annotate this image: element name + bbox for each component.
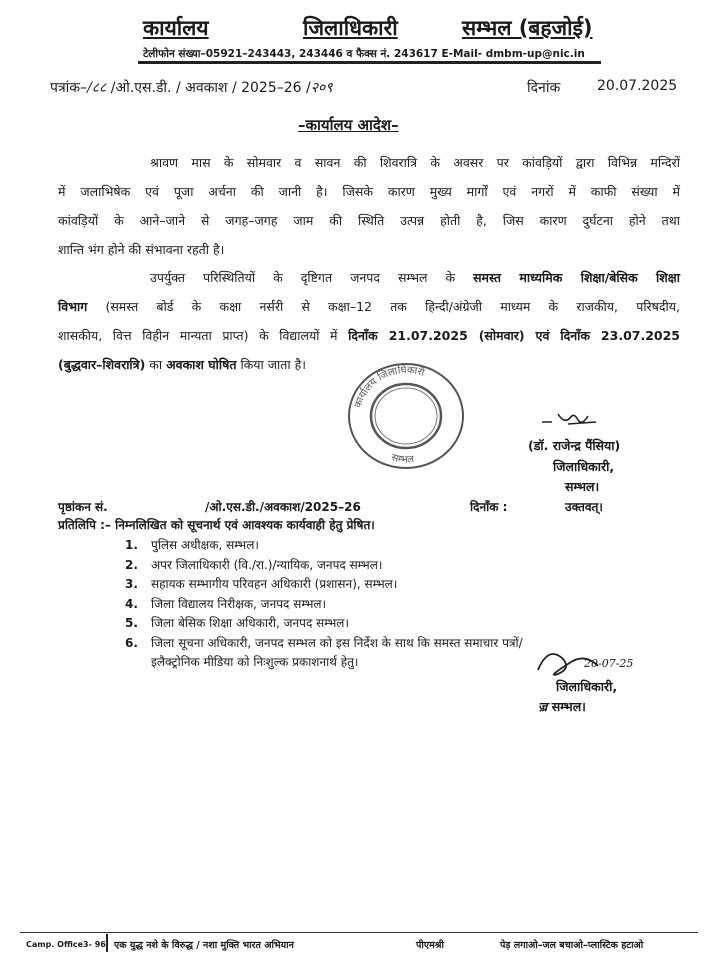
- copy-to-line: प्रतिलिपि :– निम्नलिखित को सूचनार्थ एवं आवश्यक कार्यवाही हेतु प्रेषित।: [58, 518, 375, 532]
- paragraph-2-line: [58, 321, 680, 350]
- paragraph-2-line: [58, 263, 680, 292]
- paragraph-2-text: किया जाता है।: [236, 357, 306, 372]
- signature-mark-icon: [538, 408, 608, 430]
- paragraph-2-text: (समस्त बोर्ड के कक्षा नर्सरी से कक्षा–12 तक हिन्दी/अंग्रेजी माध्यम के राजकीय, परिषदीय,: [87, 299, 680, 314]
- letter-prefix: पत्रांक–: [50, 80, 88, 96]
- list-item: इलैक्ट्रोनिक मीडिया को निःशुल्क प्रकाशनार्थ हेतु।: [151, 655, 359, 669]
- paragraph-2-text: उपर्युक्त परिस्थितियों के दृष्टिगत जनपद सम्भल के: [150, 270, 474, 285]
- letter-hand-number: /८८: [87, 80, 107, 96]
- paragraph-1-line: में जलाभिषेक एवं पूजा अर्चना की जानी है। जिसके कारण मुख्य मार्गों एवं नगरों में काफी संख्या में: [58, 184, 680, 199]
- signatory-district: सम्भल।: [565, 479, 600, 494]
- endorsement-date-label: दिनाँक :: [470, 500, 508, 514]
- office-stamp-icon: [341, 358, 471, 476]
- paragraph-2-bold: विभाग: [58, 299, 88, 314]
- footer-campaign: एक युद्ध नशे के विरुद्ध / नशा मुक्ति भारत अभियान: [114, 940, 294, 951]
- paragraph-1-line: श्रावण मास के सोमवार व सावन की शिवरात्रि के अवसर पर कांवड़ियों द्वारा विभिन्न मन्दिरों: [150, 155, 680, 170]
- list-item: 5. जिला बेसिक शिक्षा अधिकारी, जनपद सम्भल।: [125, 616, 349, 630]
- header-contact: टेलीफोन संख्या–05921–243443, 243446 व फैक्स नं. 243617 E-Mail- dmbm-up@nic.in: [143, 48, 585, 60]
- paragraph-2-text: शासकीय, वित्त विहीन मान्यता प्राप्त) के विद्यालयों में: [58, 328, 349, 343]
- paragraph-2-line: [58, 292, 680, 321]
- letter-date-label: दिनांक: [527, 80, 561, 96]
- second-district-hand: ज़्र: [538, 699, 548, 714]
- paragraph-1-line: शान्ति भंग होने की संभावना रहती है।: [58, 242, 225, 257]
- endorsement-label: पृष्ठांकन सं.: [58, 500, 108, 514]
- order-title: –कार्यालय आदेश–: [298, 116, 399, 134]
- paragraph-2-bold: समस्त माध्यमिक शिक्षा/बेसिक शिक्षा: [473, 270, 680, 285]
- list-item: 6. जिला सूचना अधिकारी, जनपद सम्भल को इस निर्देश के साथ कि समस्त समाचार पत्रों/: [125, 635, 523, 650]
- paragraph-1: [58, 148, 680, 264]
- endorsement-date: उक्तवत्।: [565, 500, 603, 514]
- signatory-designation: जिलाधिकारी,: [553, 459, 615, 474]
- paragraph-2-bold: दिनाँक 21.07.2025 (सोमवार) एवं दिनाँक 23.07.2025: [348, 328, 681, 343]
- header-rule: [138, 61, 601, 64]
- footer-divider: [106, 934, 108, 952]
- letter-number: [50, 78, 333, 97]
- header-office: कार्यालय: [143, 16, 209, 40]
- letter-hand-suffix: २०९: [310, 80, 333, 96]
- svg-text:सम्भल: [390, 452, 415, 466]
- second-district: [538, 698, 586, 715]
- paragraph-2-bold: (बुद्धवार–शिवरात्रि): [58, 357, 146, 372]
- list-item: 2. अपर जिलाधिकारी (वि./रा.)/न्यायिक, जनपद सम्भल।: [125, 557, 383, 572]
- paragraph-1-line: कांवड़ियों के आने–जाने से जगह–जगह जाम की स्थिति उत्पन्न होती है, जिस कारण दुर्घटना होने तथा: [58, 213, 680, 228]
- letter-date: 20.07.2025: [597, 78, 678, 94]
- recipient-list: [125, 536, 523, 673]
- second-district-text: सम्भल।: [551, 699, 586, 714]
- paragraph-2-bold: अवकाश घोषित: [166, 357, 237, 372]
- endorsement-path: /ओ.एस.डी./अवकाश/2025–26: [205, 500, 361, 514]
- second-signature-date: 20-07-25: [584, 657, 634, 670]
- header-collector: जिलाधिकारी: [303, 16, 398, 40]
- letter-path: /ओ.एस.डी. / अवकाश / 2025–26 /: [106, 80, 311, 96]
- signatory-name: (डॉ. राजेन्द्र पैंसिया): [528, 438, 621, 453]
- stamp-bottom-text: सम्भल: [390, 452, 415, 466]
- list-item: 4. जिला विद्यालय निरीक्षक, जनपद सम्भल।: [125, 596, 327, 611]
- footer-pmshri: पीएमश्री: [416, 940, 444, 951]
- list-item: 3. सहायक सम्भागीय परिवहन अधिकारी (प्रशासन), सम्भल।: [125, 577, 398, 591]
- paragraph-2-text: का: [145, 357, 167, 372]
- second-designation: जिलाधिकारी,: [556, 679, 618, 694]
- stamp-top-text: कार्यालय जिलाधिकारी: [352, 364, 426, 410]
- footer-camp-office: Camp. Office3- 96: [26, 940, 106, 949]
- header-district: सम्भल (बहजोई): [462, 16, 593, 40]
- list-item: 1. पुलिस अधीक्षक, सम्भल।: [125, 538, 259, 552]
- footer-slogan: पेड़ लगाओ–जल बचाओ–प्लास्टिक हटाओ: [500, 940, 644, 951]
- footer-rule: [20, 932, 698, 933]
